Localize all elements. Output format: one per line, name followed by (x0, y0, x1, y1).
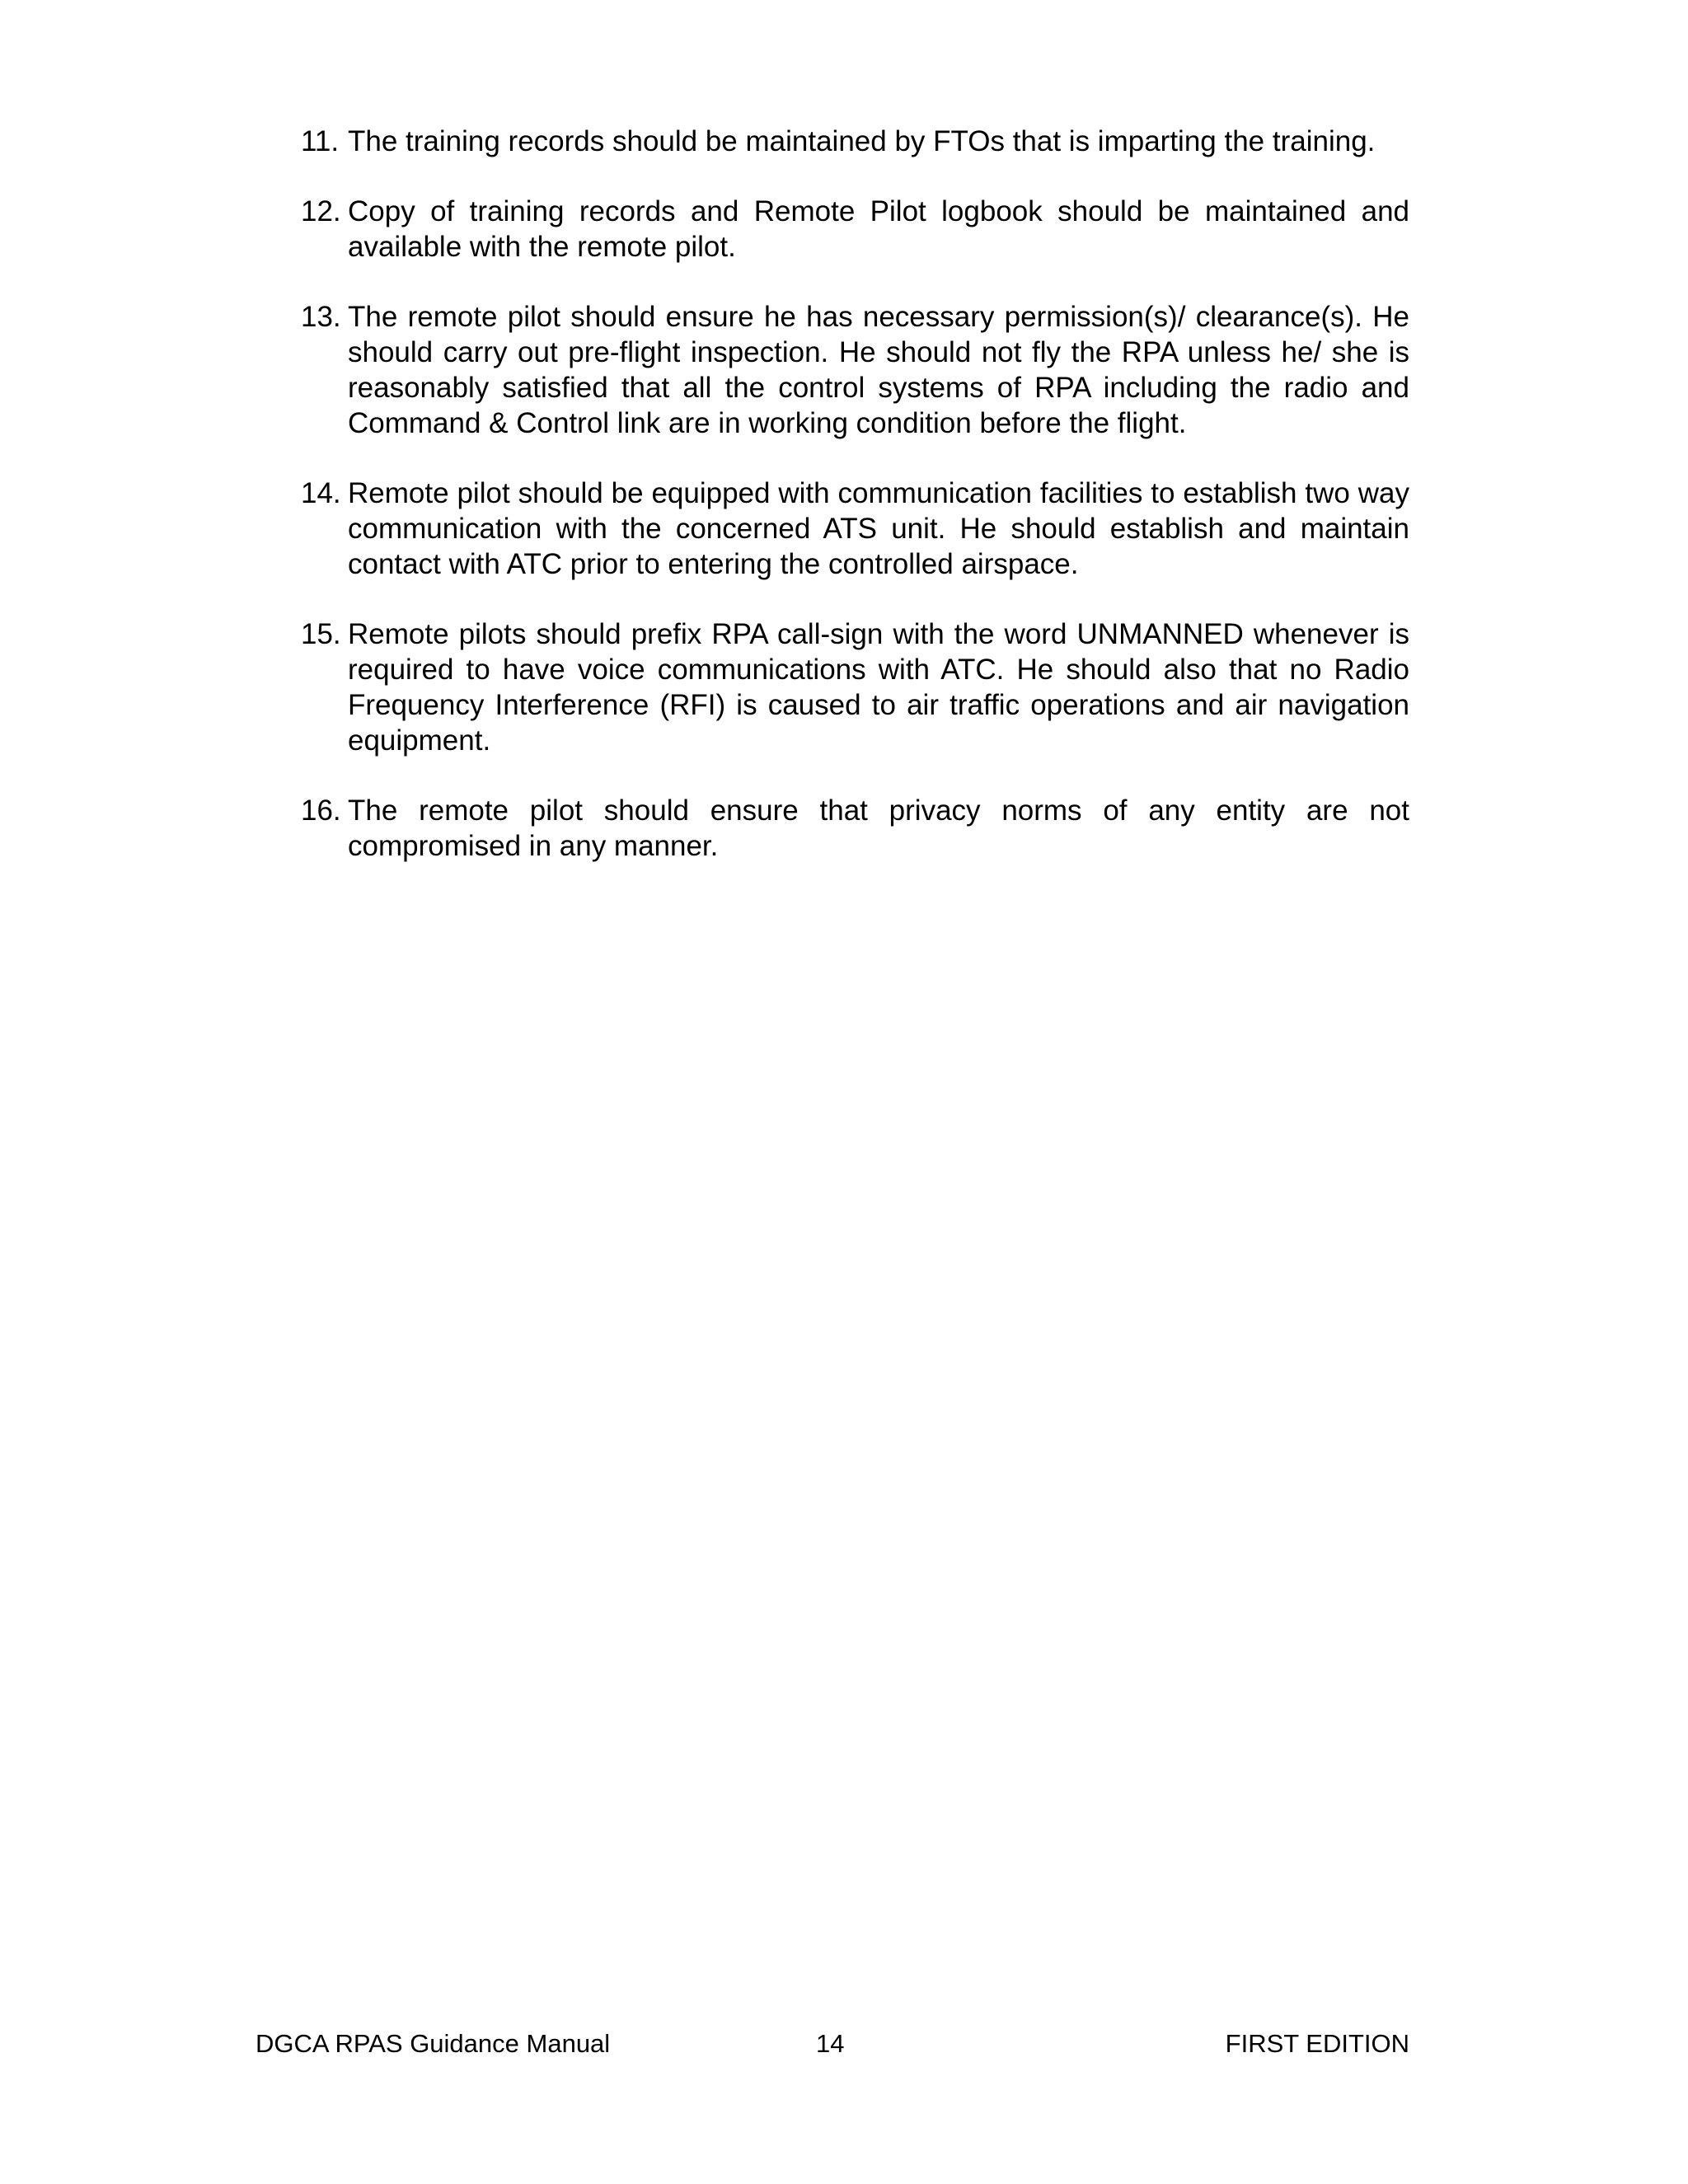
list-item (301, 616, 1409, 758)
list-item (301, 299, 1409, 441)
list-item-number: 15. (301, 618, 341, 650)
list-item-text: Copy of training records and Remote Pilot logbook should be maintained and available with the remote pilot. (348, 195, 1409, 263)
footer-edition: FIRST EDITION (1225, 2029, 1409, 2058)
numbered-list (301, 124, 1409, 898)
list-item-text: Remote pilot should be equipped with communication facilities to establish two way communication with the concerned ATS unit. He should establish and maintain contact with ATC prior to entering the controlled airspace. (348, 477, 1409, 580)
list-item (301, 194, 1409, 265)
list-item (301, 476, 1409, 582)
footer-page-number: 14 (816, 2029, 845, 2058)
list-item (301, 793, 1409, 864)
list-item-number: 14. (301, 477, 341, 509)
footer-document-title: DGCA RPAS Guidance Manual (256, 2029, 611, 2058)
list-item-text: The remote pilot should ensure that privacy norms of any entity are not compromised in any manner. (348, 794, 1409, 862)
list-item-number: 16. (301, 794, 341, 827)
list-item-number: 11. (301, 125, 340, 157)
list-item-text: The remote pilot should ensure he has necessary permission(s)/ clearance(s). He should carry out pre-flight inspection. He should not fly the RPA unless he/ she is reasonably satisfied that all the control systems of RPA including the radio and Command & Control link are in working condition before the flight. (348, 301, 1409, 439)
list-item-number: 12. (301, 195, 341, 227)
list-item (301, 124, 1409, 159)
list-item-text: Remote pilots should prefix RPA call-sign with the word UNMANNED whenever is required to have voice communications with ATC. He should also that no Radio Frequency Interference (RFI) is caused to air traffic operations and air navigation equipment. (348, 618, 1409, 757)
list-item-text: The training records should be maintained by FTOs that is imparting the training. (348, 125, 1376, 157)
list-item-number: 13. (301, 301, 341, 333)
